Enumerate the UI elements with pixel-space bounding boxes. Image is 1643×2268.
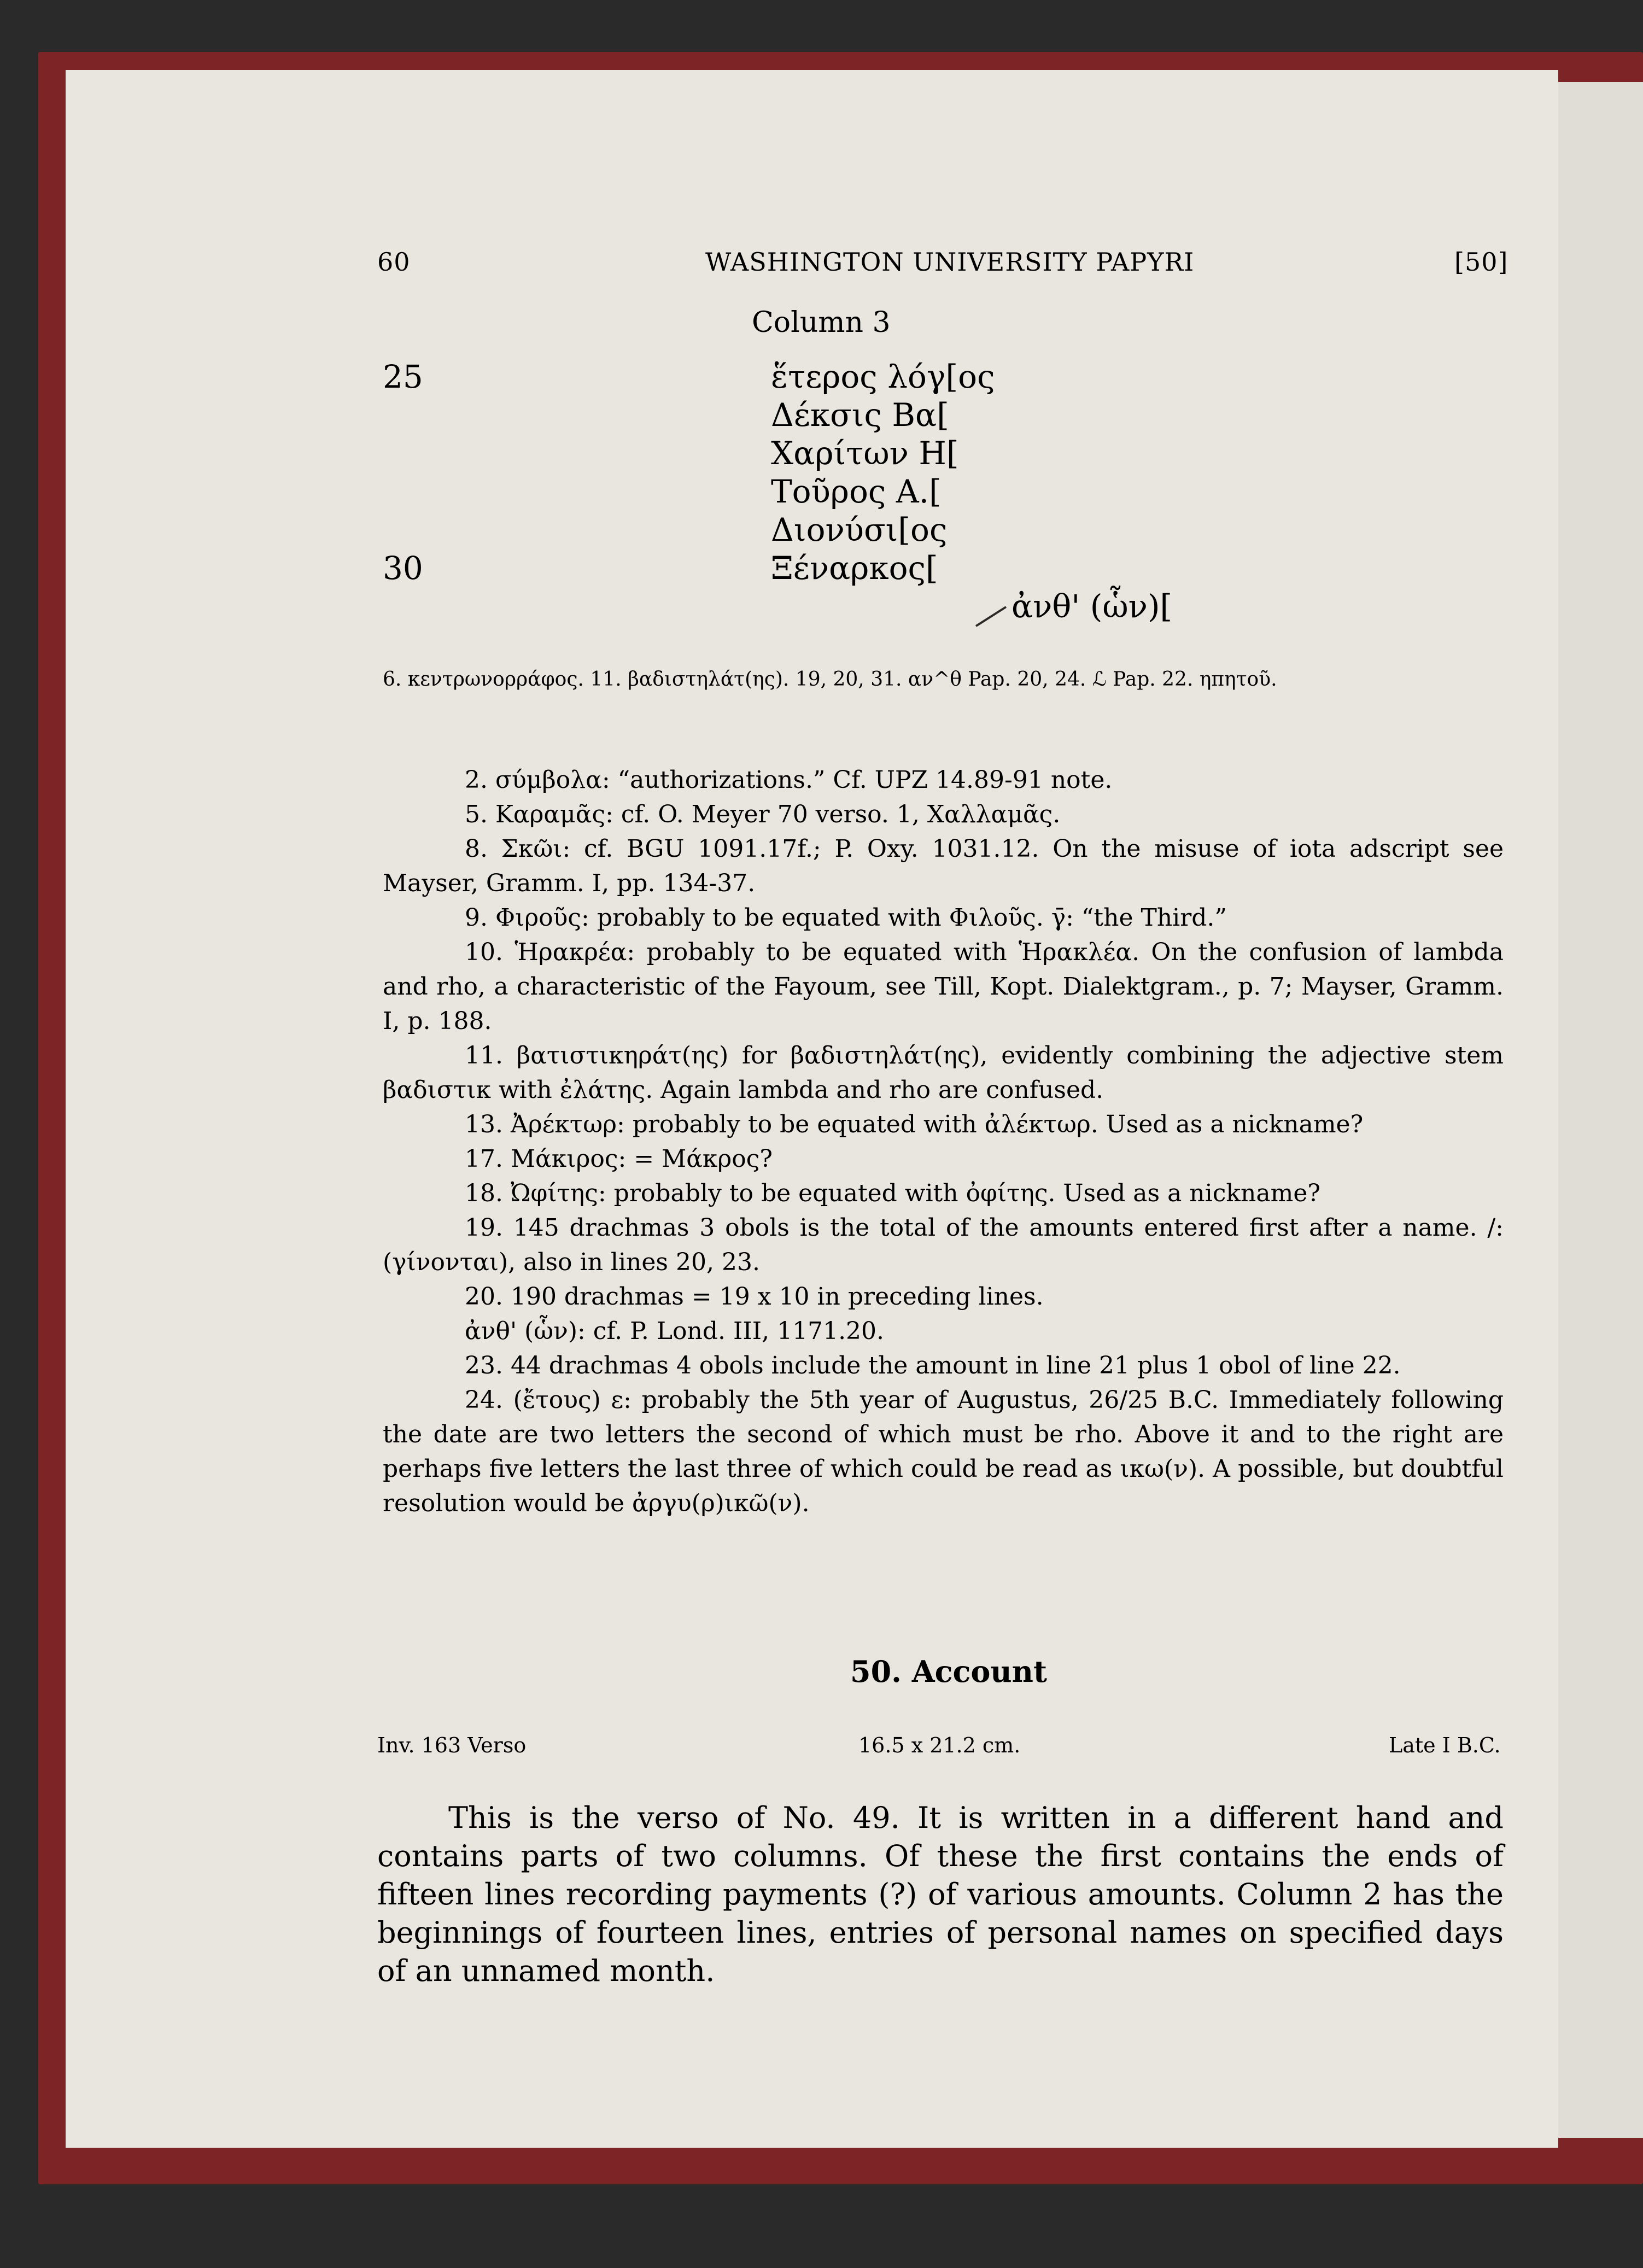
line-number: 30 bbox=[383, 550, 423, 587]
note: 2. σύμβολα: “authorizations.” Cf. UPZ 14.89-91 note. bbox=[465, 766, 1113, 794]
papyrus-date: Late I B.C. bbox=[1389, 1733, 1501, 1757]
note: 11. βατιστικηράτ(ης) for βαδιστηλάτ(ης), evidently combining the adjective stem βαδιστικ with ἐλάτης. Again lambda and rho are confused. bbox=[383, 1042, 1504, 1104]
line-number: 25 bbox=[383, 358, 423, 395]
note: 19. 145 drachmas 3 obols is the total of the amounts entered first after a name. /:(γίνονται), also in lines 20, 23. bbox=[383, 1214, 1504, 1276]
column-heading: Column 3 bbox=[752, 306, 891, 339]
column-line: Τοῦρος Α.[ bbox=[771, 473, 942, 510]
note: 9. Φιροῦς: probably to be equated with Φιλοῦς. γ̄: “the Third.” bbox=[465, 904, 1227, 932]
note: 24. (ἔτους) ε: probably the 5th year of Augustus, 26/25 B.C. Immediately following the date are two letters the second of which must be rho. Above it and to the right are perhaps five letters the last three of which could be read as ικω(ν). A possible, but doubtful resolution would be ἀργυ(ρ)ικῶ(ν). bbox=[383, 1386, 1504, 1517]
section-title: 50. Account bbox=[850, 1654, 1047, 1689]
note: 23. 44 drachmas 4 obols include the amount in line 21 plus 1 obol of line 22. bbox=[465, 1352, 1401, 1379]
note: 10. Ἡρακρέα: probably to be equated with Ἡρακλέα. On the confusion of lambda and rho, a characteristic of the Fayoum, see Till, Kopt. Dialektgram., p. 7; Mayser, Gramm. I, p. 188. bbox=[383, 938, 1504, 1035]
running-title: WASHINGTON UNIVERSITY PAPYRI bbox=[705, 247, 1195, 277]
commentary-notes bbox=[383, 763, 1504, 1521]
inventory-number: Inv. 163 Verso bbox=[377, 1733, 527, 1757]
column-line: ἕτερος λόγ[ος bbox=[771, 358, 995, 395]
column-line: Ξέναρκος[ bbox=[771, 550, 938, 587]
note: 13. Ἀρέκτωρ: probably to be equated with ἀλέκτωρ. Used as a nickname? bbox=[465, 1110, 1364, 1138]
papyrus-dimensions: 16.5 x 21.2 cm. bbox=[858, 1733, 1021, 1757]
column-line: Δέκσις Βα[ bbox=[771, 396, 949, 434]
column-line: Διονύσι[ος bbox=[771, 511, 948, 548]
column-line: ἀνθ' (ὧν)[ bbox=[1011, 588, 1173, 625]
note: 17. Μάκιρος: = Μάκρος? bbox=[465, 1145, 773, 1173]
note: 8. Σκῶι: cf. BGU 1091.17f.; P. Oxy. 1031.12. On the misuse of iota adscript see Mayser, Gramm. I, pp. 134-37. bbox=[383, 835, 1504, 897]
note: 20. 190 drachmas = 19 x 10 in preceding lines. bbox=[465, 1283, 1044, 1311]
facing-page-edge bbox=[1550, 82, 1643, 2138]
note: ἀνθ' (ὧν): cf. P. Lond. III, 1171.20. bbox=[465, 1317, 885, 1345]
apparatus-criticus: 6. κεντρωνορράφος. 11. βαδιστηλάτ(ης). 19, 20, 31. αν^θ Pap. 20, 24. ℒ Pap. 22. ηπητοῦ. bbox=[383, 668, 1277, 691]
page-number: 60 bbox=[377, 247, 411, 277]
note: 5. Καραμᾶς: cf. O. Meyer 70 verso. 1, Χαλλαμᾶς. bbox=[465, 800, 1061, 828]
column-line: Χαρίτων Η[ bbox=[771, 435, 959, 472]
note: 18. Ὠφίτης: probably to be equated with ὀφίτης. Used as a nickname? bbox=[465, 1179, 1320, 1207]
document-reference: [50] bbox=[1454, 247, 1508, 277]
section-intro: This is the verso of No. 49. It is written in a different hand and contains parts of two columns. Of these the first contains the ends of fifteen lines recording payments (?) of various amounts. Column 2 has the beginnings of fourteen lines, entries of personal names on specified days of an unnamed month. bbox=[377, 1801, 1504, 1988]
slash-mark-icon bbox=[973, 601, 1011, 629]
